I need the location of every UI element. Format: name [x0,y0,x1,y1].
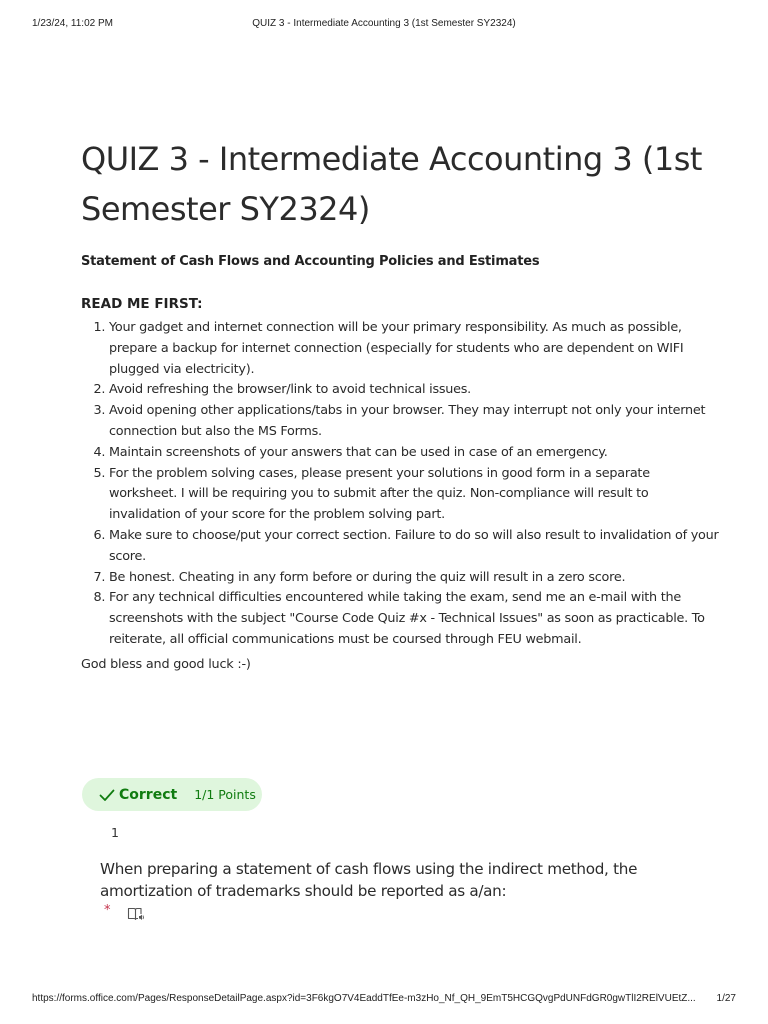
checkmark-icon [98,786,116,804]
rules-list [81,318,721,651]
question-number: 1 [111,825,119,840]
print-document-title: QUIZ 3 - Intermediate Accounting 3 (1st Semester SY2324) [252,18,516,29]
rule-item: 5. For the problem solving cases, please present your solutions in good form in a separate worksheet. I will be requiring you to submit after the quiz. Non-compliance will result to invalidation of your score for the problem solving part. [109,464,721,526]
rule-item: 1. Your gadget and internet connection will be your primary responsibility. As much as possible, prepare a backup for internet connection (especially for students who are dependent on WIFI plugged via electricity). [109,318,721,380]
rule-item: 2. Avoid refreshing the browser/link to avoid technical issues. [109,380,721,401]
print-datetime: 1/23/24, 11:02 PM [32,18,113,29]
closing-message: God bless and good luck :-) [81,657,251,672]
result-badge [82,778,262,811]
rule-item: 4. Maintain screenshots of your answers that can be used in case of an emergency. [109,443,721,464]
form-title: QUIZ 3 - Intermediate Accounting 3 (1st Semester SY2324) [81,140,702,228]
print-page-number: 1/27 [716,993,736,1004]
rule-item: 8. For any technical difficulties encountered while taking the exam, send me an e-mail with the screenshots with the subject "Course Code Quiz #x - Technical Issues" as soon as practicable. To reiterate, all official communications must be coursed through FEU webmail. [109,588,721,650]
readme-heading: READ ME FIRST: [81,296,203,312]
rule-item: 7. Be honest. Cheating in any form before or during the quiz will result in a zero score. [109,568,721,589]
question-text: When preparing a statement of cash flows using the indirect method, the amortization of trademarks should be reported as a/an: [100,860,638,900]
print-header [0,12,768,28]
rule-item: 3. Avoid opening other applications/tabs in your browser. They may interrupt not only your internet connection but also the MS Forms. [109,401,721,443]
required-marker: * [104,903,111,918]
result-points: 1/1 Points [194,787,256,802]
print-url: https://forms.office.com/Pages/ResponseDetailPage.aspx?id=3F6kgO7V4EaddTfEe-m3zHo_Nf_QH_9EmT5HCGQvgPdUNFdGR0gwTlI2RElVUEtZ... [32,993,696,1004]
form-subtitle: Statement of Cash Flows and Accounting Policies and Estimates [81,254,540,269]
result-status: Correct [119,786,178,803]
immersive-reader-icon[interactable] [127,906,145,922]
rule-item: 6. Make sure to choose/put your correct section. Failure to do so will also result to invalidation of your score. [109,526,721,568]
